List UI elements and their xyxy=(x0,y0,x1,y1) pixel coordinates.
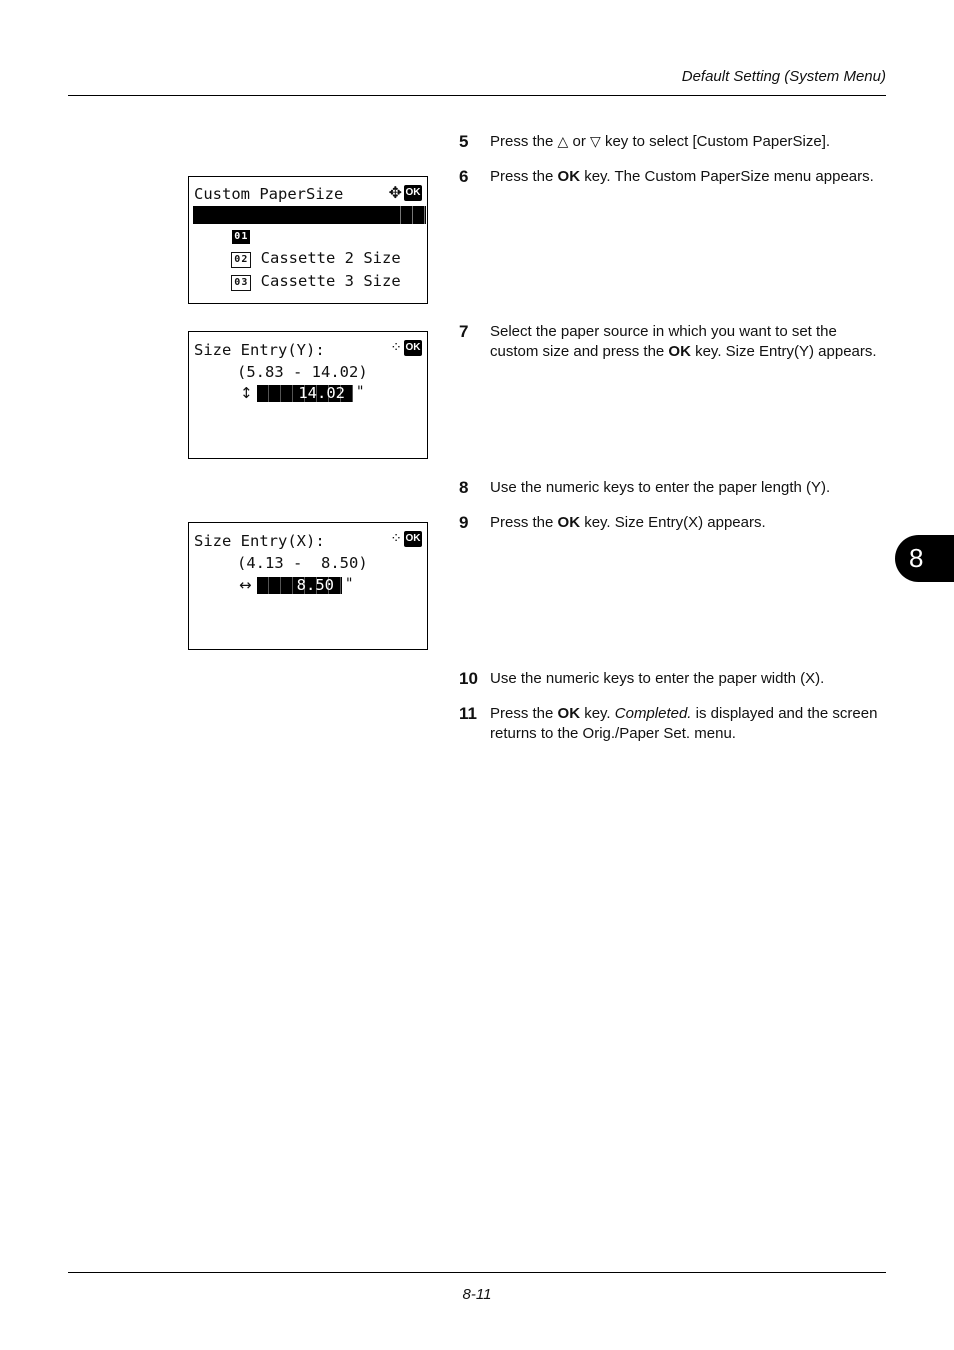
lcd-custom-papersize xyxy=(188,176,428,304)
header-title: Default Setting (System Menu) xyxy=(681,68,886,85)
number-badge: 03 xyxy=(231,275,251,291)
footer-rule xyxy=(68,1272,886,1273)
step-number: 7 xyxy=(459,322,469,341)
step-9 xyxy=(459,513,879,533)
step-number: 9 xyxy=(459,513,469,532)
size-y-input[interactable]: 14.02 xyxy=(257,385,353,402)
step-8 xyxy=(459,478,879,498)
lcd-title: Custom PaperSize xyxy=(194,185,344,203)
range-text: (4.13 - 8.50) xyxy=(237,554,368,572)
step-number: 10 xyxy=(459,669,478,688)
up-triangle-icon: △ xyxy=(557,133,569,149)
range-text: (5.83 - 14.02) xyxy=(237,363,368,381)
lcd-title: Size Entry(Y): xyxy=(194,341,325,359)
inch-unit: " xyxy=(345,576,354,592)
step-number: 5 xyxy=(459,132,469,151)
step-5 xyxy=(459,132,879,152)
step-text: Press the △ or ▽ key to select [Custom PaperSize]. xyxy=(490,133,831,150)
up-down-arrow-icon: ↕ xyxy=(240,384,253,402)
header-rule xyxy=(68,95,886,96)
step-text: Use the numeric keys to enter the paper width (X). xyxy=(490,670,825,687)
ok-icon: OK xyxy=(404,531,422,547)
size-x-input[interactable]: 8.50 xyxy=(257,577,342,594)
left-right-arrow-icon: ↔ xyxy=(239,576,252,594)
step-11 xyxy=(459,704,879,743)
page-number: 8-11 xyxy=(462,1286,492,1303)
list-item-label: Cassette 3 Size xyxy=(260,272,401,290)
chapter-tab: 8 xyxy=(895,535,954,582)
step-6 xyxy=(459,167,879,187)
step-text: Select the paper source in which you want to set the custom size and press the OK key. Size Entry(Y) appears. xyxy=(490,323,877,360)
step-number: 8 xyxy=(459,478,469,497)
lcd-title: Size Entry(X): xyxy=(194,532,325,550)
step-10 xyxy=(459,669,879,689)
down-triangle-icon: ▽ xyxy=(590,133,601,149)
list-item-label: Cassette 2 Size xyxy=(260,249,401,267)
step-text: Press the OK key. Size Entry(X) appears. xyxy=(490,514,766,531)
step-text: Use the numeric keys to enter the paper length (Y). xyxy=(490,479,831,496)
cross-arrow-icon: ✥ xyxy=(388,183,402,202)
ok-icon: OK xyxy=(404,340,422,356)
lcd-size-entry-x xyxy=(188,522,428,650)
step-7 xyxy=(459,322,879,361)
step-text: Press the OK key. The Custom PaperSize menu appears. xyxy=(490,168,874,185)
number-badge: 01 xyxy=(231,229,251,245)
inch-unit: " xyxy=(356,384,365,400)
cross-arrow-icon: ⁘ xyxy=(390,340,402,356)
list-item xyxy=(194,251,401,311)
step-number: 6 xyxy=(459,167,469,186)
list-item-label: Cassette 1 Size xyxy=(260,226,401,244)
step-number: 11 xyxy=(459,704,477,723)
cross-arrow-icon: ⁘ xyxy=(390,531,402,547)
ok-icon: OK xyxy=(404,185,422,201)
step-text: Press the OK key. Completed. is displayed and the screen returns to the Orig./Paper Set. menu. xyxy=(490,705,878,742)
number-badge: 02 xyxy=(231,252,251,268)
lcd-size-entry-y xyxy=(188,331,428,459)
